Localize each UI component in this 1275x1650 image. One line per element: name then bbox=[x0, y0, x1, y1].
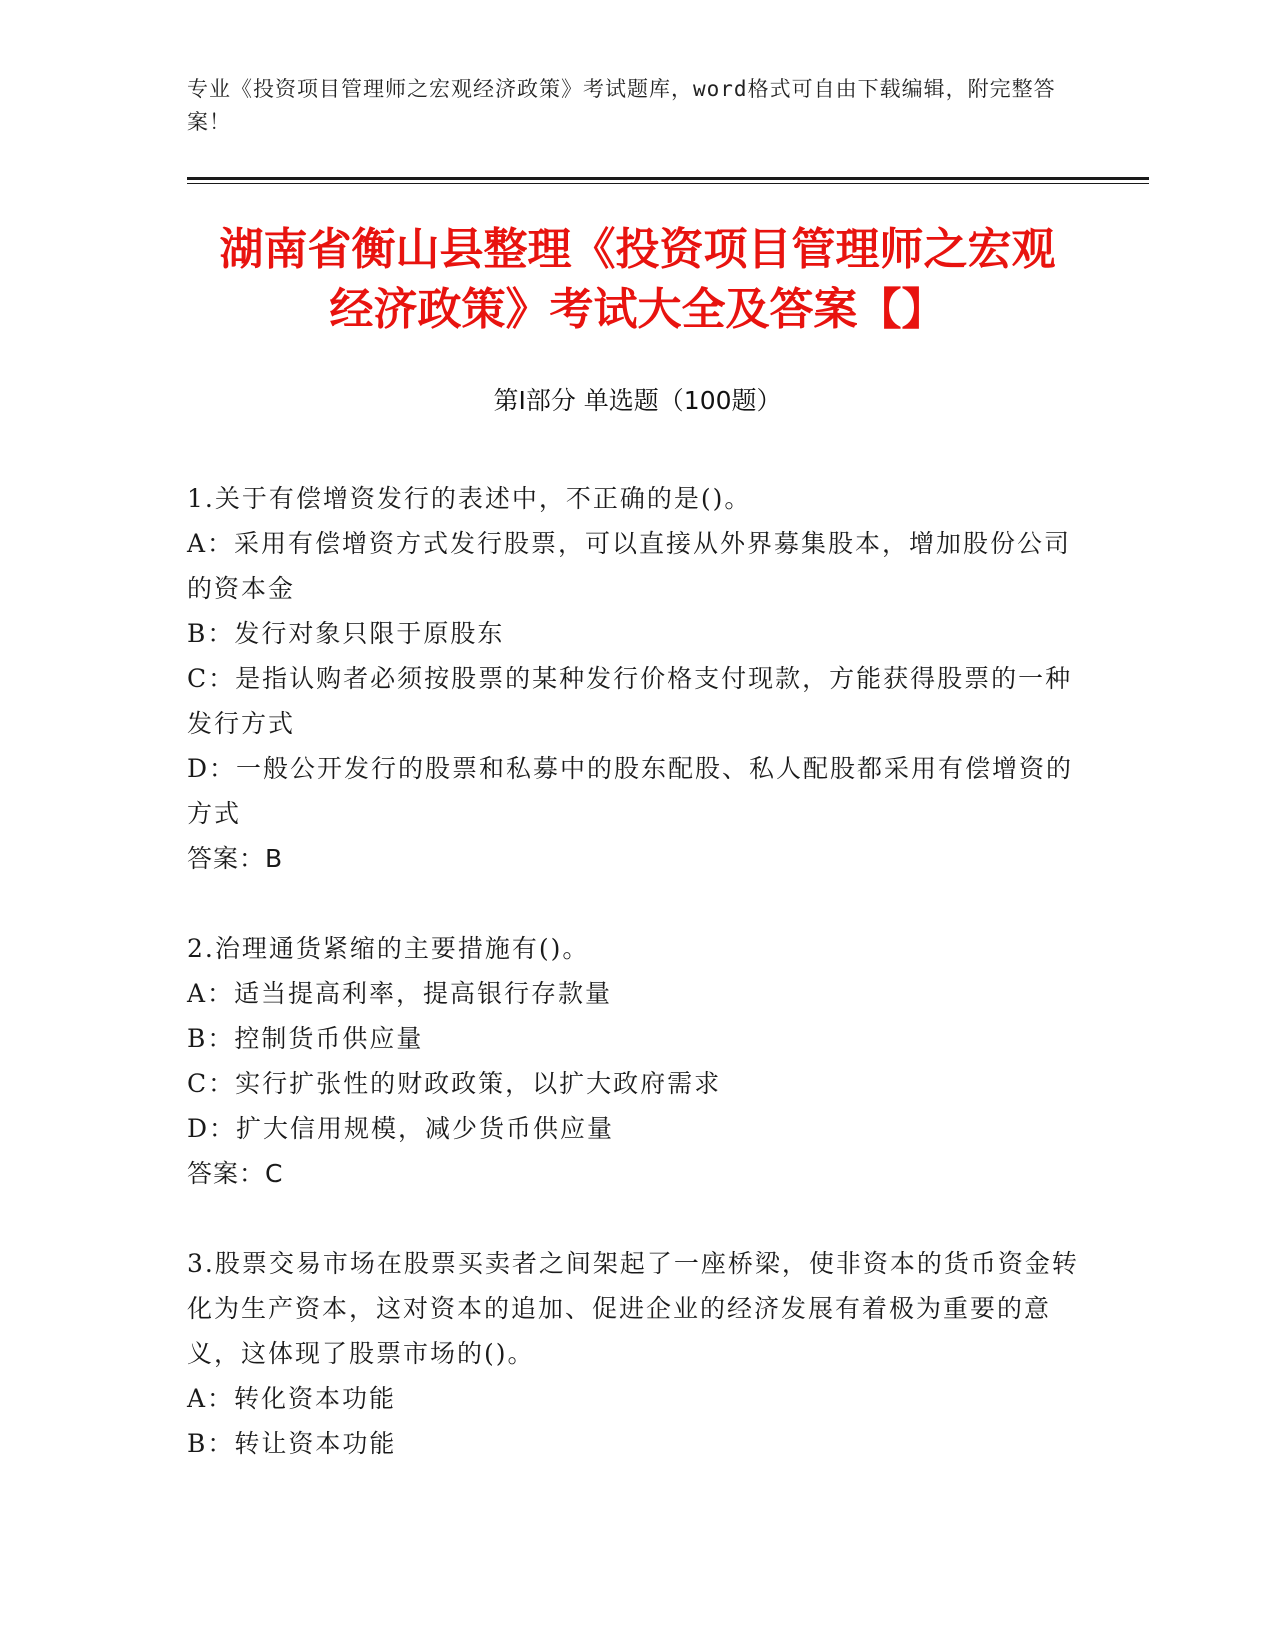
question-stem: 1.关于有偿增资发行的表述中，不正确的是()。 bbox=[187, 484, 752, 513]
question-stem: 2.治理通货紧缩的主要措施有()。 bbox=[187, 934, 590, 963]
title-line-2: 经济政策》考试大全及答案【】 bbox=[329, 284, 946, 335]
answer-text: 答案：C bbox=[187, 1159, 284, 1188]
document-title bbox=[140, 220, 1135, 340]
option-b: B：控制货币供应量 bbox=[187, 1024, 424, 1053]
option-d: D：一般公开发行的股票和私募中的股东配股、私人配股都采用有偿增资的方式 bbox=[187, 754, 1074, 828]
option-b: B：转让资本功能 bbox=[187, 1429, 397, 1458]
question-2 bbox=[187, 926, 1087, 1196]
question-3 bbox=[187, 1241, 1087, 1466]
question-list bbox=[187, 476, 1087, 1511]
header-divider-thick bbox=[187, 177, 1149, 180]
title-line-1: 湖南省衡山县整理《投资项目管理师之宏观 bbox=[219, 224, 1056, 275]
option-a: A：转化资本功能 bbox=[187, 1384, 397, 1413]
option-d: D：扩大信用规模，减少货币供应量 bbox=[187, 1114, 615, 1143]
option-a: A：适当提高利率，提高银行存款量 bbox=[187, 979, 613, 1008]
section-heading: 第Ⅰ部分 单选题（100题） bbox=[493, 386, 782, 415]
option-b: B：发行对象只限于原股东 bbox=[187, 619, 505, 648]
option-c: C：实行扩张性的财政政策，以扩大政府需求 bbox=[187, 1069, 722, 1098]
option-a: A：采用有偿增资方式发行股票，可以直接从外界募集股本，增加股份公司的资本金 bbox=[187, 529, 1072, 603]
answer-text: 答案：B bbox=[187, 844, 284, 873]
option-c: C：是指认购者必须按股票的某种发行价格支付现款，方能获得股票的一种发行方式 bbox=[187, 664, 1073, 738]
intro-text: 专业《投资项目管理师之宏观经济政策》考试题库，word格式可自由下载编辑，附完整答案！ bbox=[187, 77, 1056, 134]
question-stem: 3.股票交易市场在股票买卖者之间架起了一座桥梁，使非资本的货币资金转化为生产资本，这对资本的追加、促进企业的经济发展有着极为重要的意义，这体现了股票市场的()。 bbox=[187, 1249, 1079, 1368]
header-divider-thin bbox=[187, 183, 1149, 184]
question-1 bbox=[187, 476, 1087, 881]
